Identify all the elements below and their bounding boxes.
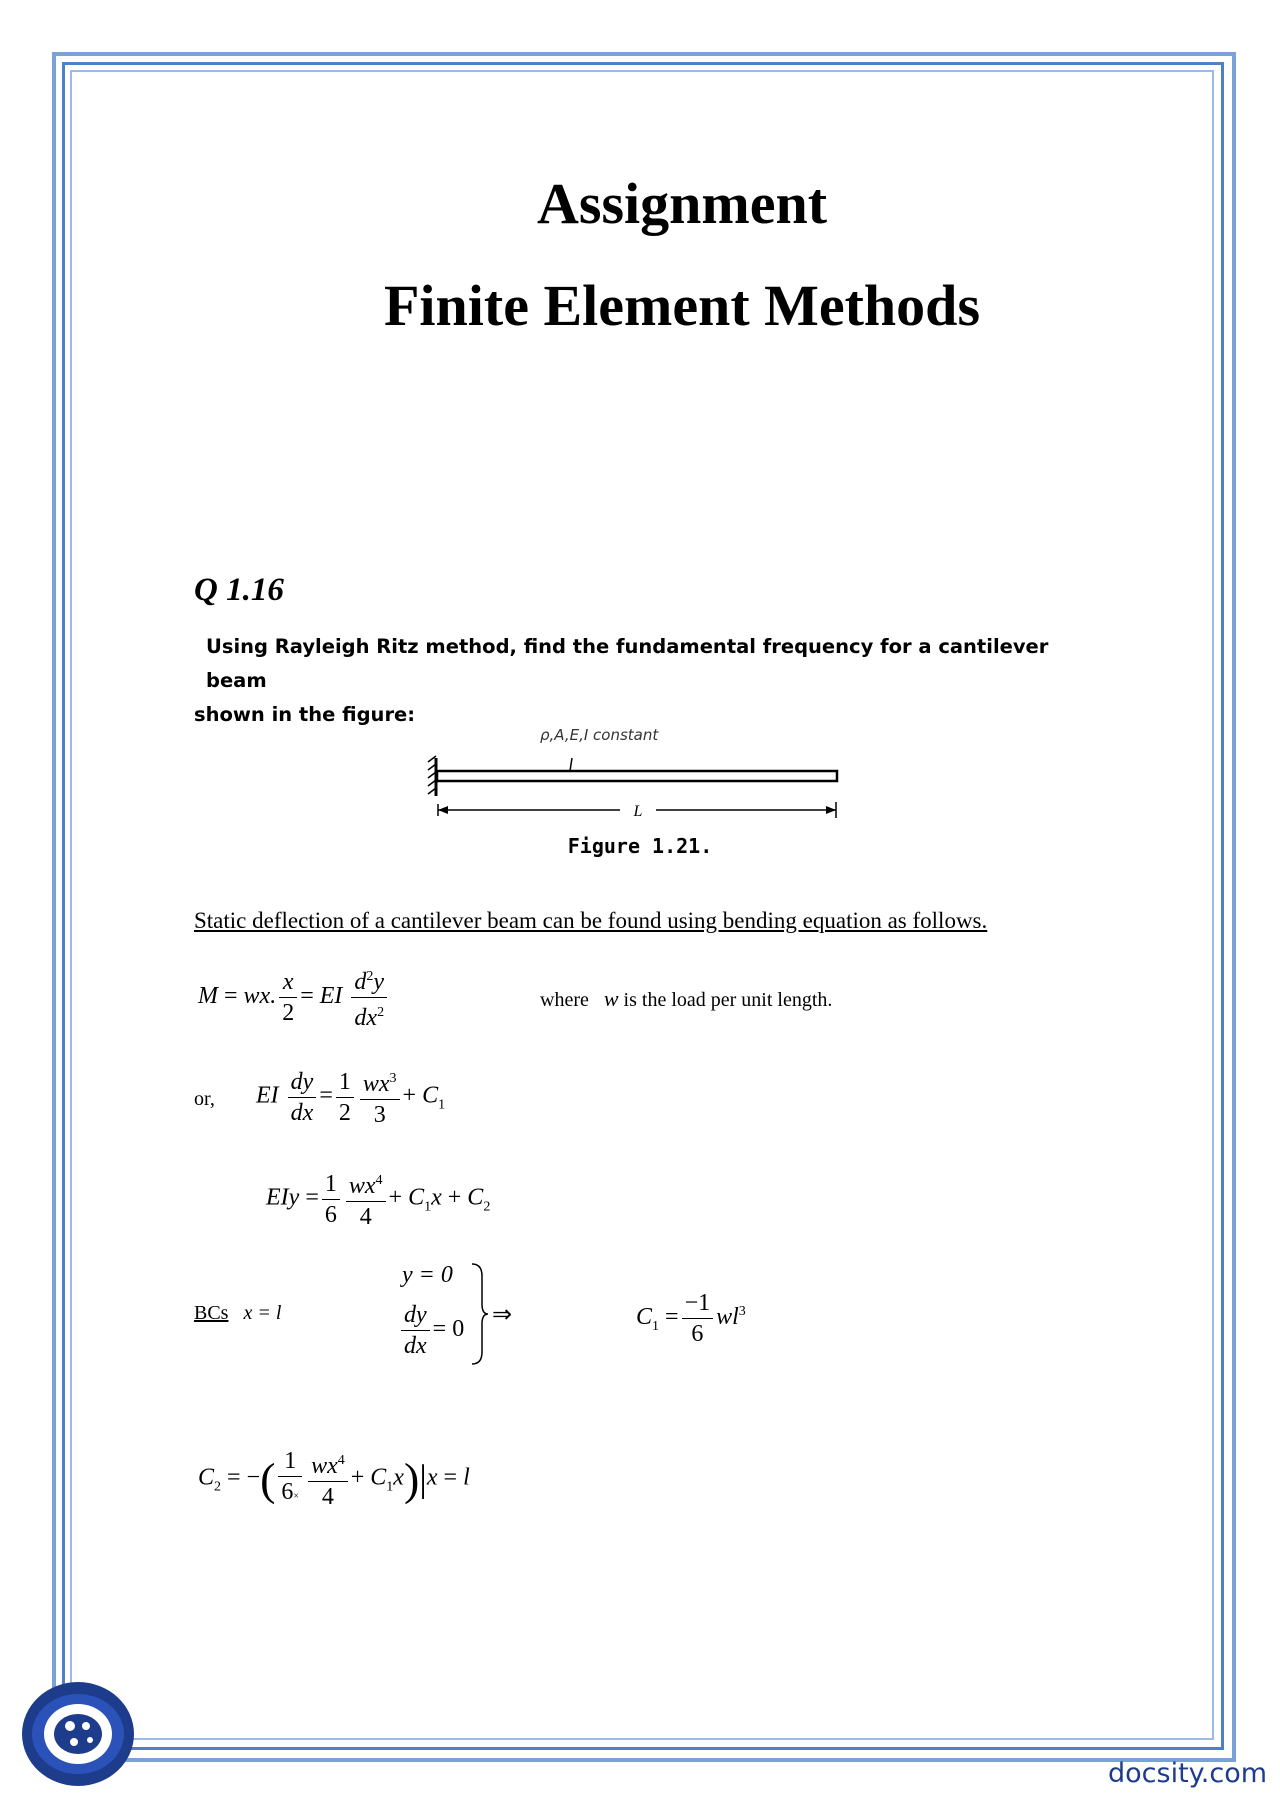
equation-deflection: EIy = $\frac{1}{6}$ $\frac{wx^4}{4}$ + $C_1x + C_2$ [266,1166,490,1232]
question-number: Q 1.16 [194,572,284,608]
figure-caption: Figure 1.21. [567,834,713,858]
static-deflection-text: Static deflection of a cantilever beam can be found using bending equation as follows. [194,908,988,933]
bc-slope-zero: $\frac{dy}{dx}$ = 0 [398,1300,464,1361]
bcs-condition: x = l [243,1302,282,1324]
question-line-2: shown in the figure: [194,703,416,726]
cantilever-beam-drawing [420,728,860,838]
question-line-1: Using Rayleigh Ritz method, find the fundamental frequency for a cantilever beam [206,635,1049,692]
title-assignment: Assignment [536,171,828,236]
bc-brace [470,1262,490,1366]
where-note [540,986,832,1012]
equation-c2: $C_2$ = −( $\frac{1}{6\times}$ $\frac{wx^4}{4}$ + $C_1x)|x = l$ [198,1448,470,1510]
or-label: or, [194,1088,215,1110]
bcs-label: BCs [194,1302,229,1324]
where-word: where [540,989,589,1011]
equation-slope: EI $\frac{dy}{dx}$ = $\frac{1}{2}$ $\frac{wx^3}{3}$ + $C_1$ [256,1064,445,1130]
bc-slope-rhs: = 0 [432,1316,465,1343]
bcs-line [194,1302,281,1325]
docsity-watermark: docsity.com [1108,1758,1268,1789]
implies-arrow: ⇒ [492,1302,513,1328]
where-variable: w [603,986,619,1011]
docsity-logo-icon [20,1678,136,1788]
beam-properties-label: ρ,A,E,I constant [540,726,659,744]
cantilever-figure [420,728,860,868]
equation-c1: $C_1$ = $\frac{-1}{6}$ $wl^3$ [636,1290,746,1347]
bc-y-zero: y = 0 [402,1262,453,1288]
equation-moment: M = wx. $\frac{x}{2}$ = EI $\frac{d^2y}{dx^2}$ [198,962,390,1033]
where-description: is the load per unit length. [623,989,833,1011]
length-label: L [633,803,643,820]
question-text [194,630,1094,732]
title-subject: Finite Element Methods [383,273,981,338]
